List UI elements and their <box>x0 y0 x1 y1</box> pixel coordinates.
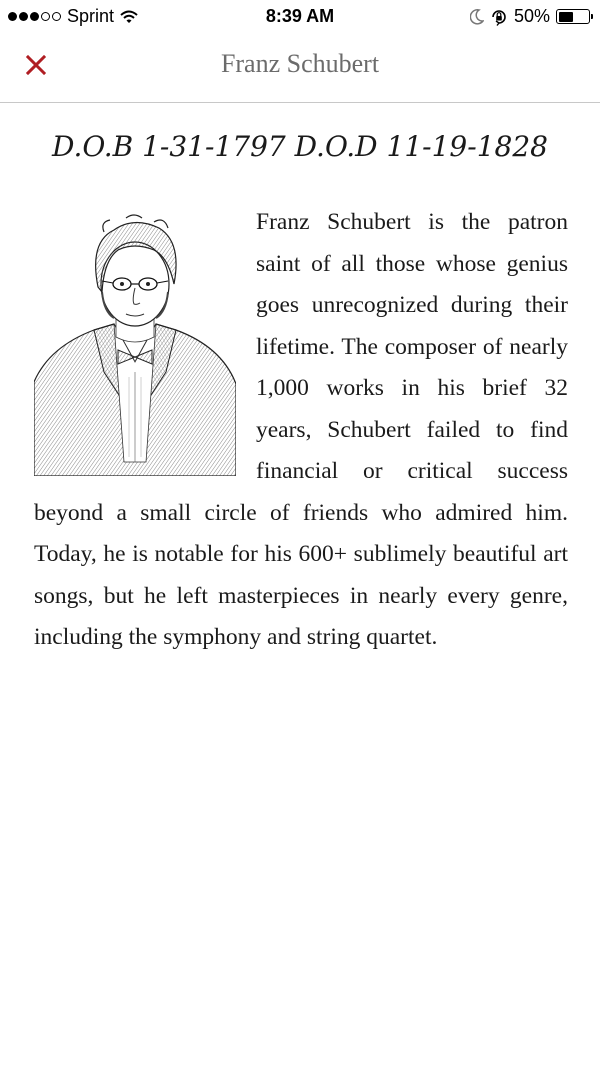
bio-section <box>34 202 568 659</box>
portrait-illustration <box>34 212 236 476</box>
status-bar <box>0 0 600 34</box>
page-title: Franz Schubert <box>220 49 380 78</box>
battery-fill <box>559 12 574 22</box>
bio-text: Franz Schubert is the patron saint of all those whose genius goes unrecognized during their lifetime. The composer of nearly 1,000 works in his brief 32 years, Schubert failed to find financial or critical success beyond a small circle of friends who admired him. Today, he is notable for his 600+ sublimely beautiful art songs, but he left masterpieces in nearly every genre, including the symphony and string quartet. <box>34 209 568 650</box>
battery-percent: 50% <box>513 6 550 26</box>
battery-icon <box>556 9 590 24</box>
carrier-label: Sprint <box>67 6 115 26</box>
orientation-lock-icon <box>490 8 508 26</box>
moon-icon <box>470 9 484 25</box>
status-right <box>470 6 590 27</box>
life-dates: D.O.B 1-31-1797 D.O.D 11-19-1828 <box>52 130 548 163</box>
nav-bar <box>0 34 600 103</box>
status-time: 8:39 AM <box>265 6 335 26</box>
